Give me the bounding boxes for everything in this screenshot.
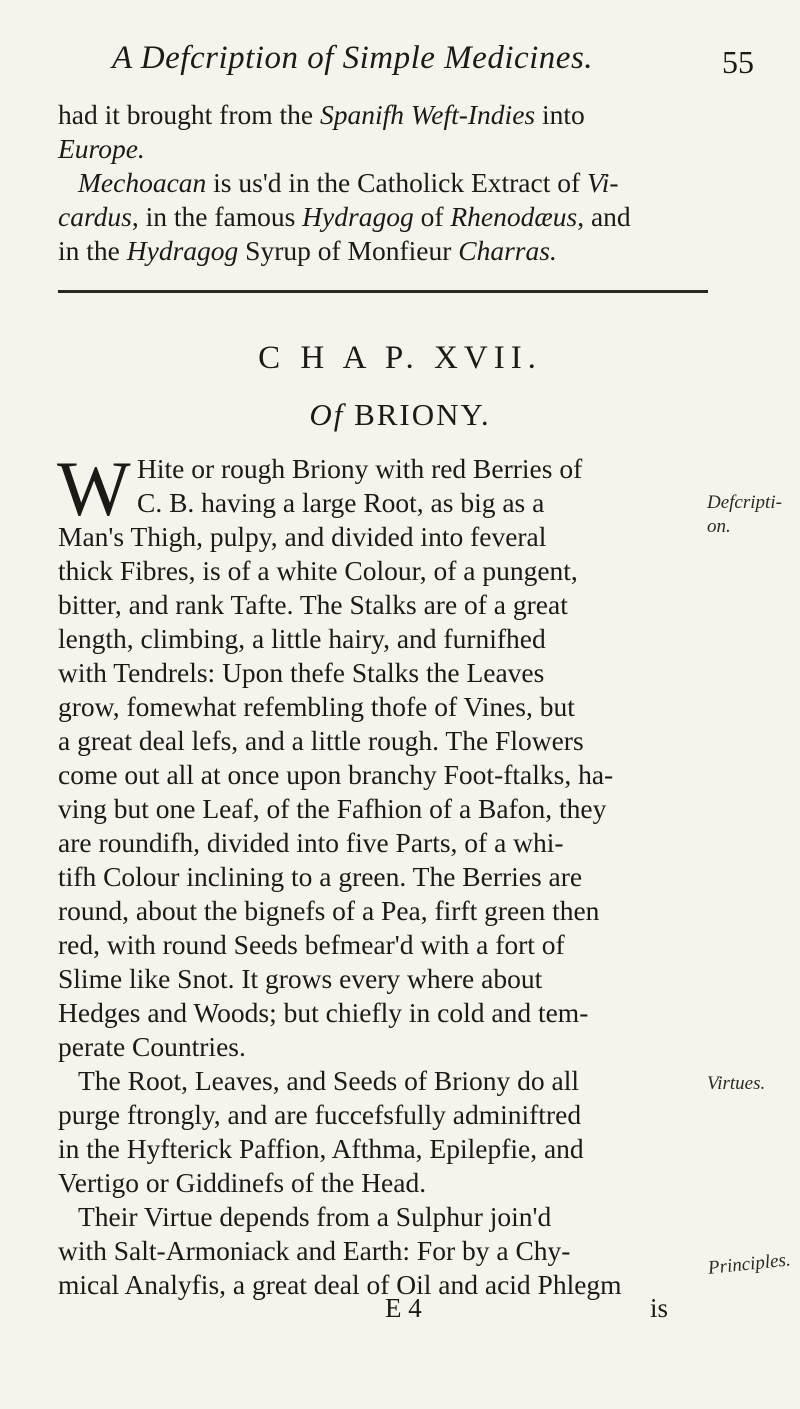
margin-note-principles: Principles. [707,1249,792,1279]
text-line: a great deal lefs, and a little rough. The Flowers [58,725,584,756]
text-line: come out all at once upon branchy Foot-ftalks, ha- [58,759,614,790]
page-number: 55 [722,44,754,80]
text-line: Their Virtue depends from a Sulphur join'd [78,1201,552,1232]
text-line: in the Hydragog Syrup of Monfieur Charras. [58,235,557,266]
text-line: in the Hyfterick Paffion, Afthma, Epilepfie, and [58,1133,584,1164]
text-line: bitter, and rank Tafte. The Stalks are of a great [58,589,568,620]
margin-note-description: Defcripti- [707,492,782,513]
chapter-subtitle: Of BRIONY. [309,397,491,432]
text-line: Vertigo or Giddinefs of the Head. [58,1167,427,1198]
margin-note-virtues: Virtues. [707,1073,766,1094]
running-title: A Defcription of Simple Medicines. [112,40,594,76]
text-line: red, with round Seeds befmear'd with a fort of [58,929,565,960]
text-line: round, about the bignefs of a Pea, firft green then [58,895,600,926]
text-line: tifh Colour inclining to a green. The Berries are [58,861,583,892]
text-line: Man's Thigh, pulpy, and divided into feveral [58,521,547,552]
text-line: Mechoacan is us'd in the Catholick Extract of Vi- [78,167,619,198]
text-line: Hedges and Woods; but chiefly in cold and tem- [58,997,589,1028]
text-line: Slime like Snot. It grows every where about [58,963,543,994]
text-line: Europe. [58,133,145,164]
text-line: C. B. having a large Root, as big as a [137,487,545,518]
text-line: ving but one Leaf, of the Fafhion of a Bafon, they [58,793,607,824]
chapter-heading: C H A P. XVII. [258,340,542,376]
text-line: with Salt-Armoniack and Earth: For by a Chy- [58,1235,571,1266]
text-line: mical Analyfis, a great deal of Oil and acid Phlegm [58,1269,622,1300]
margin-note-description-cont: on. [707,516,731,537]
page-header [112,40,754,90]
text-line: cardus, in the famous Hydragog of Rhenodæus, and [58,201,631,232]
text-line: perate Countries. [58,1031,246,1062]
text-line: length, climbing, a little hairy, and furnifhed [58,623,546,654]
text-line: The Root, Leaves, and Seeds of Briony do all [78,1065,580,1096]
text-line: purge ftrongly, and are fuccefsfully adminiftred [58,1099,582,1130]
drop-cap: W [57,445,131,532]
text-line: with Tendrels: Upon thefe Stalks the Leaves [58,657,545,688]
text-line: grow, fomewhat refembling thofe of Vines, but [58,691,575,722]
text-line: had it brought from the Spanifh Weft-Indies into [58,99,585,130]
section-divider [58,290,708,293]
catchword: is [649,1293,668,1323]
text-line: thick Fibres, is of a white Colour, of a pungent, [58,555,578,586]
text-line: are roundifh, divided into five Parts, of a whi- [58,827,564,858]
text-line: Hite or rough Briony with red Berries of [137,453,583,484]
signature-mark: E 4 [385,1293,422,1323]
